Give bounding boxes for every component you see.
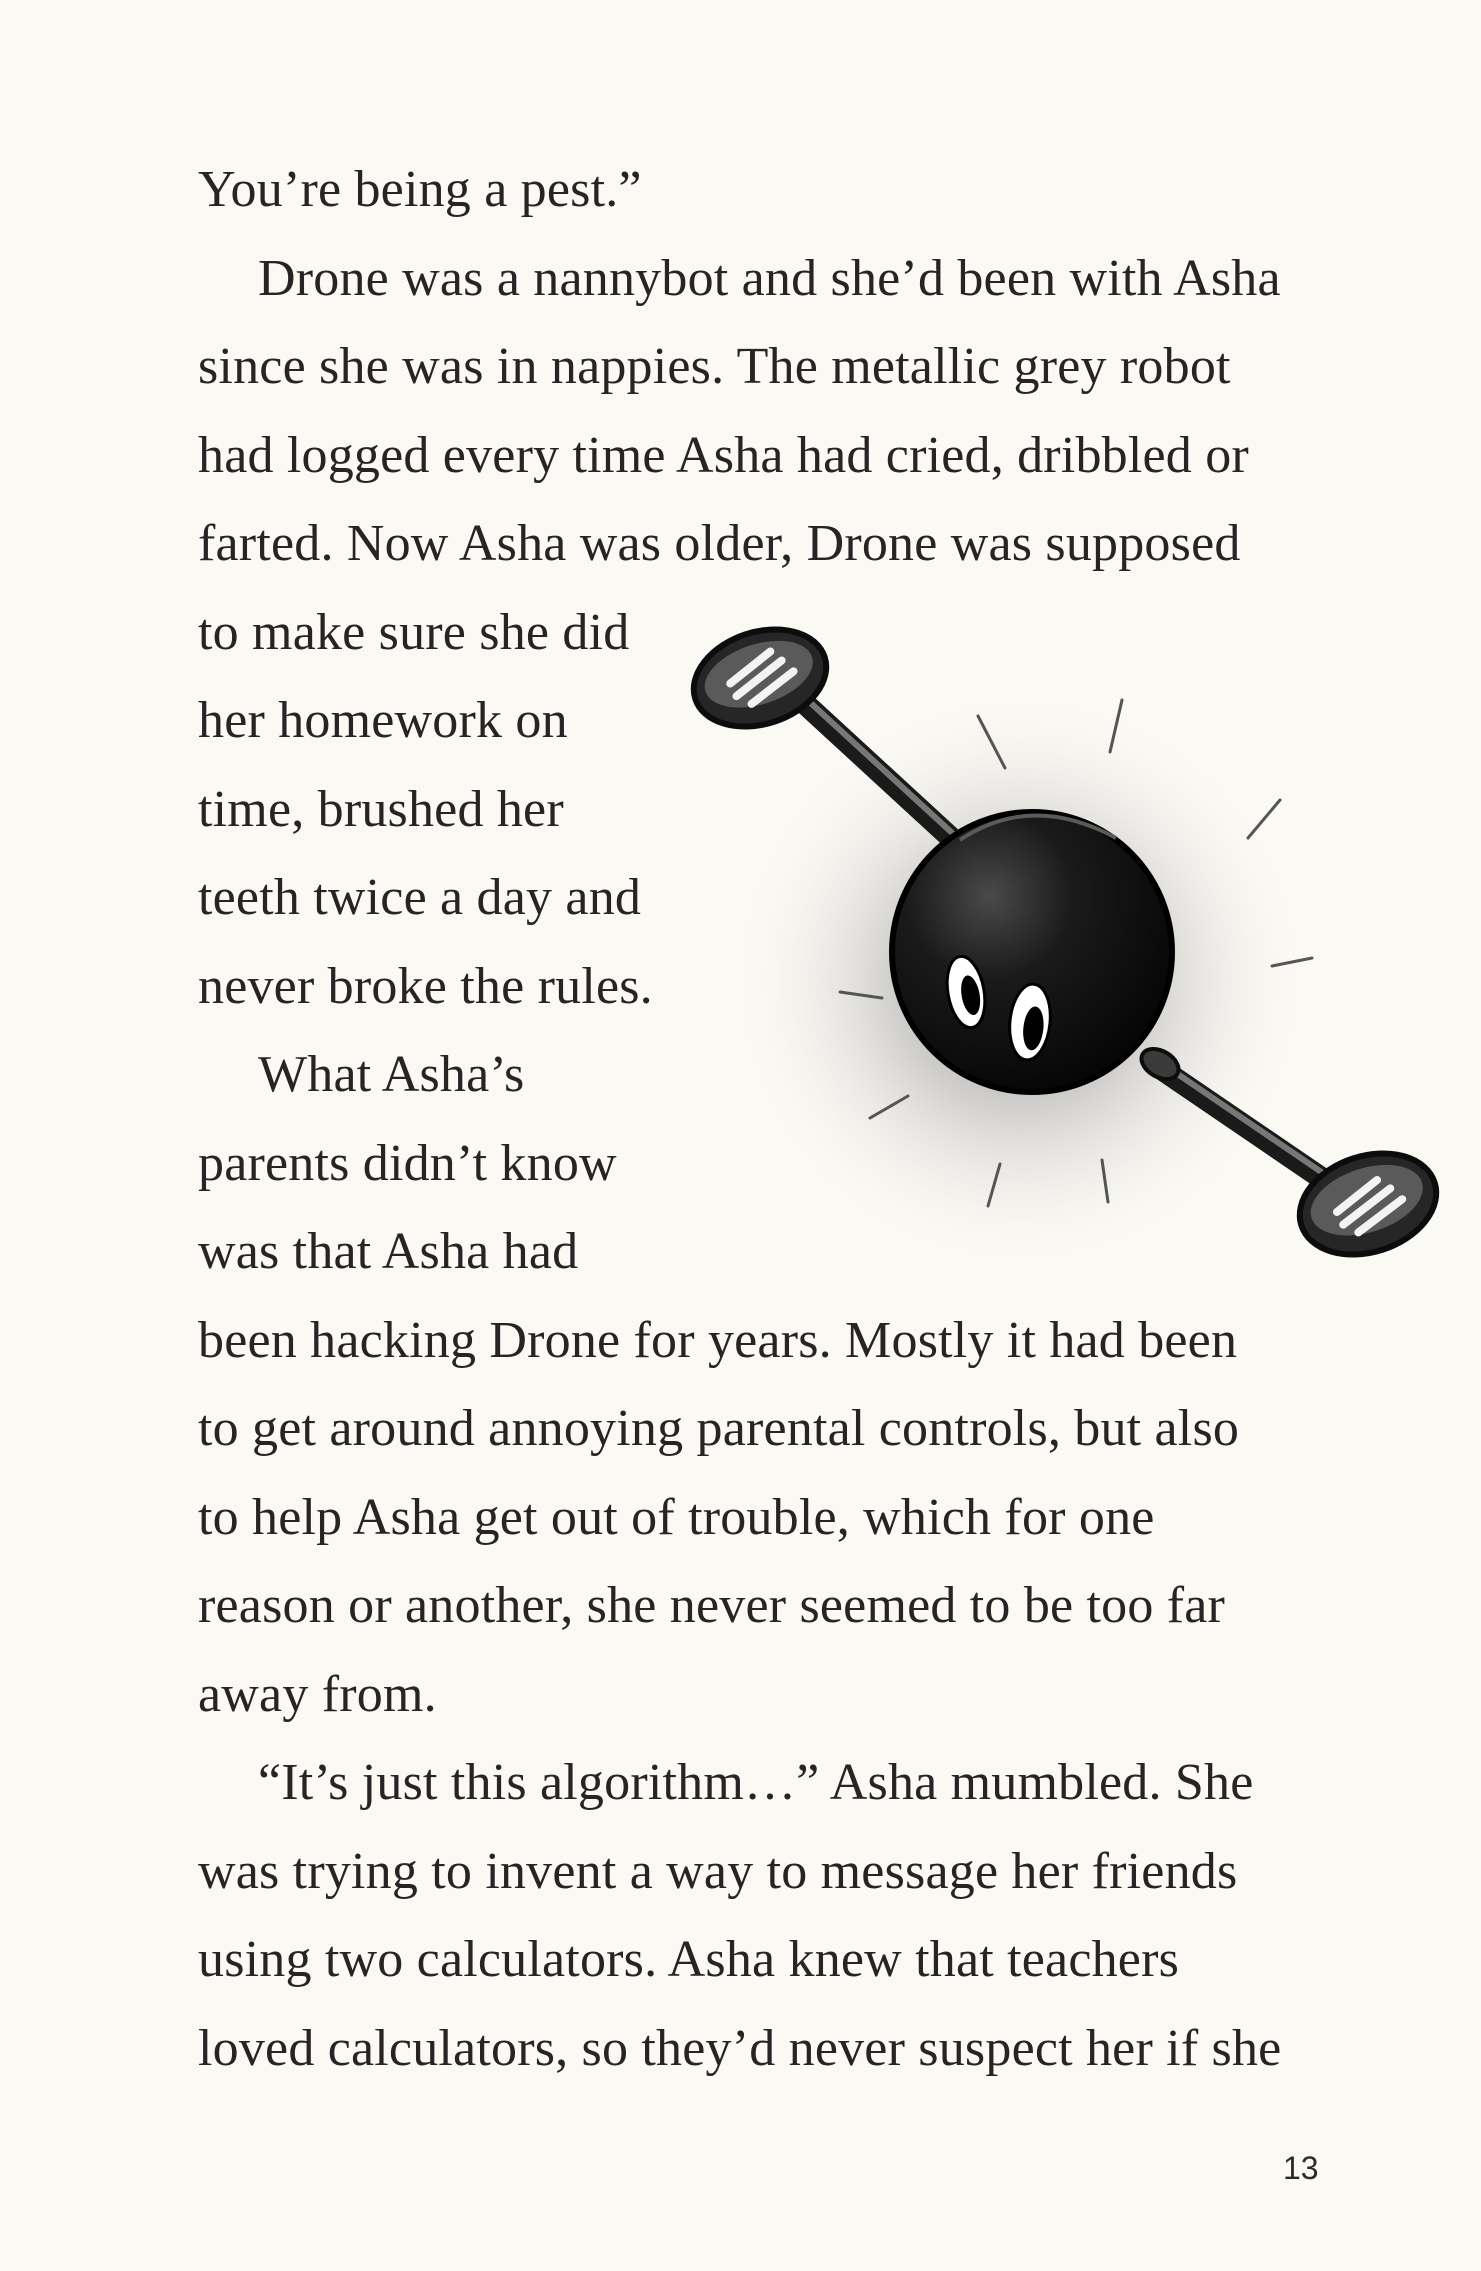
text-line: was trying to invent a way to message her friends [198,1843,1238,1900]
page-number: 13 [1283,2150,1319,2186]
text-line: away from. [198,1666,437,1723]
text-line: been hacking Drone for years. Mostly it had been [198,1312,1238,1369]
text-line: had logged every time Asha had cried, dribbled or [198,427,1249,484]
text-line: to get around annoying parental controls, but also [198,1400,1240,1457]
text-line: loved calculators, so they’d never suspect her if she [198,2020,1282,2077]
text-line: using two calculators. Asha knew that teachers [198,1931,1180,1988]
drone-robot-illustration [660,620,1481,1320]
text-line: “It’s just this algorithm…” Asha mumbled. She [258,1754,1254,1811]
text-line: Drone was a nannybot and she’d been with Asha [258,250,1281,307]
text-line: her homework on [198,692,568,749]
text-line: You’re being a pest.” [198,161,642,218]
text-line: parents didn’t know [198,1135,617,1192]
text-line: farted. Now Asha was older, Drone was supposed [198,515,1241,572]
text-line: since she was in nappies. The metallic grey robot [198,338,1231,395]
text-line: reason or another, she never seemed to be too far [198,1577,1226,1634]
text-line: What Asha’s [258,1046,525,1103]
text-line: time, brushed her [198,781,564,838]
text-line: to help Asha get out of trouble, which for one [198,1489,1155,1546]
text-line: was that Asha had [198,1223,579,1280]
text-line: to make sure she did [198,604,630,661]
text-line: teeth twice a day and [198,869,642,926]
text-line: never broke the rules. [198,958,653,1015]
lower-paddle [1287,1137,1450,1272]
